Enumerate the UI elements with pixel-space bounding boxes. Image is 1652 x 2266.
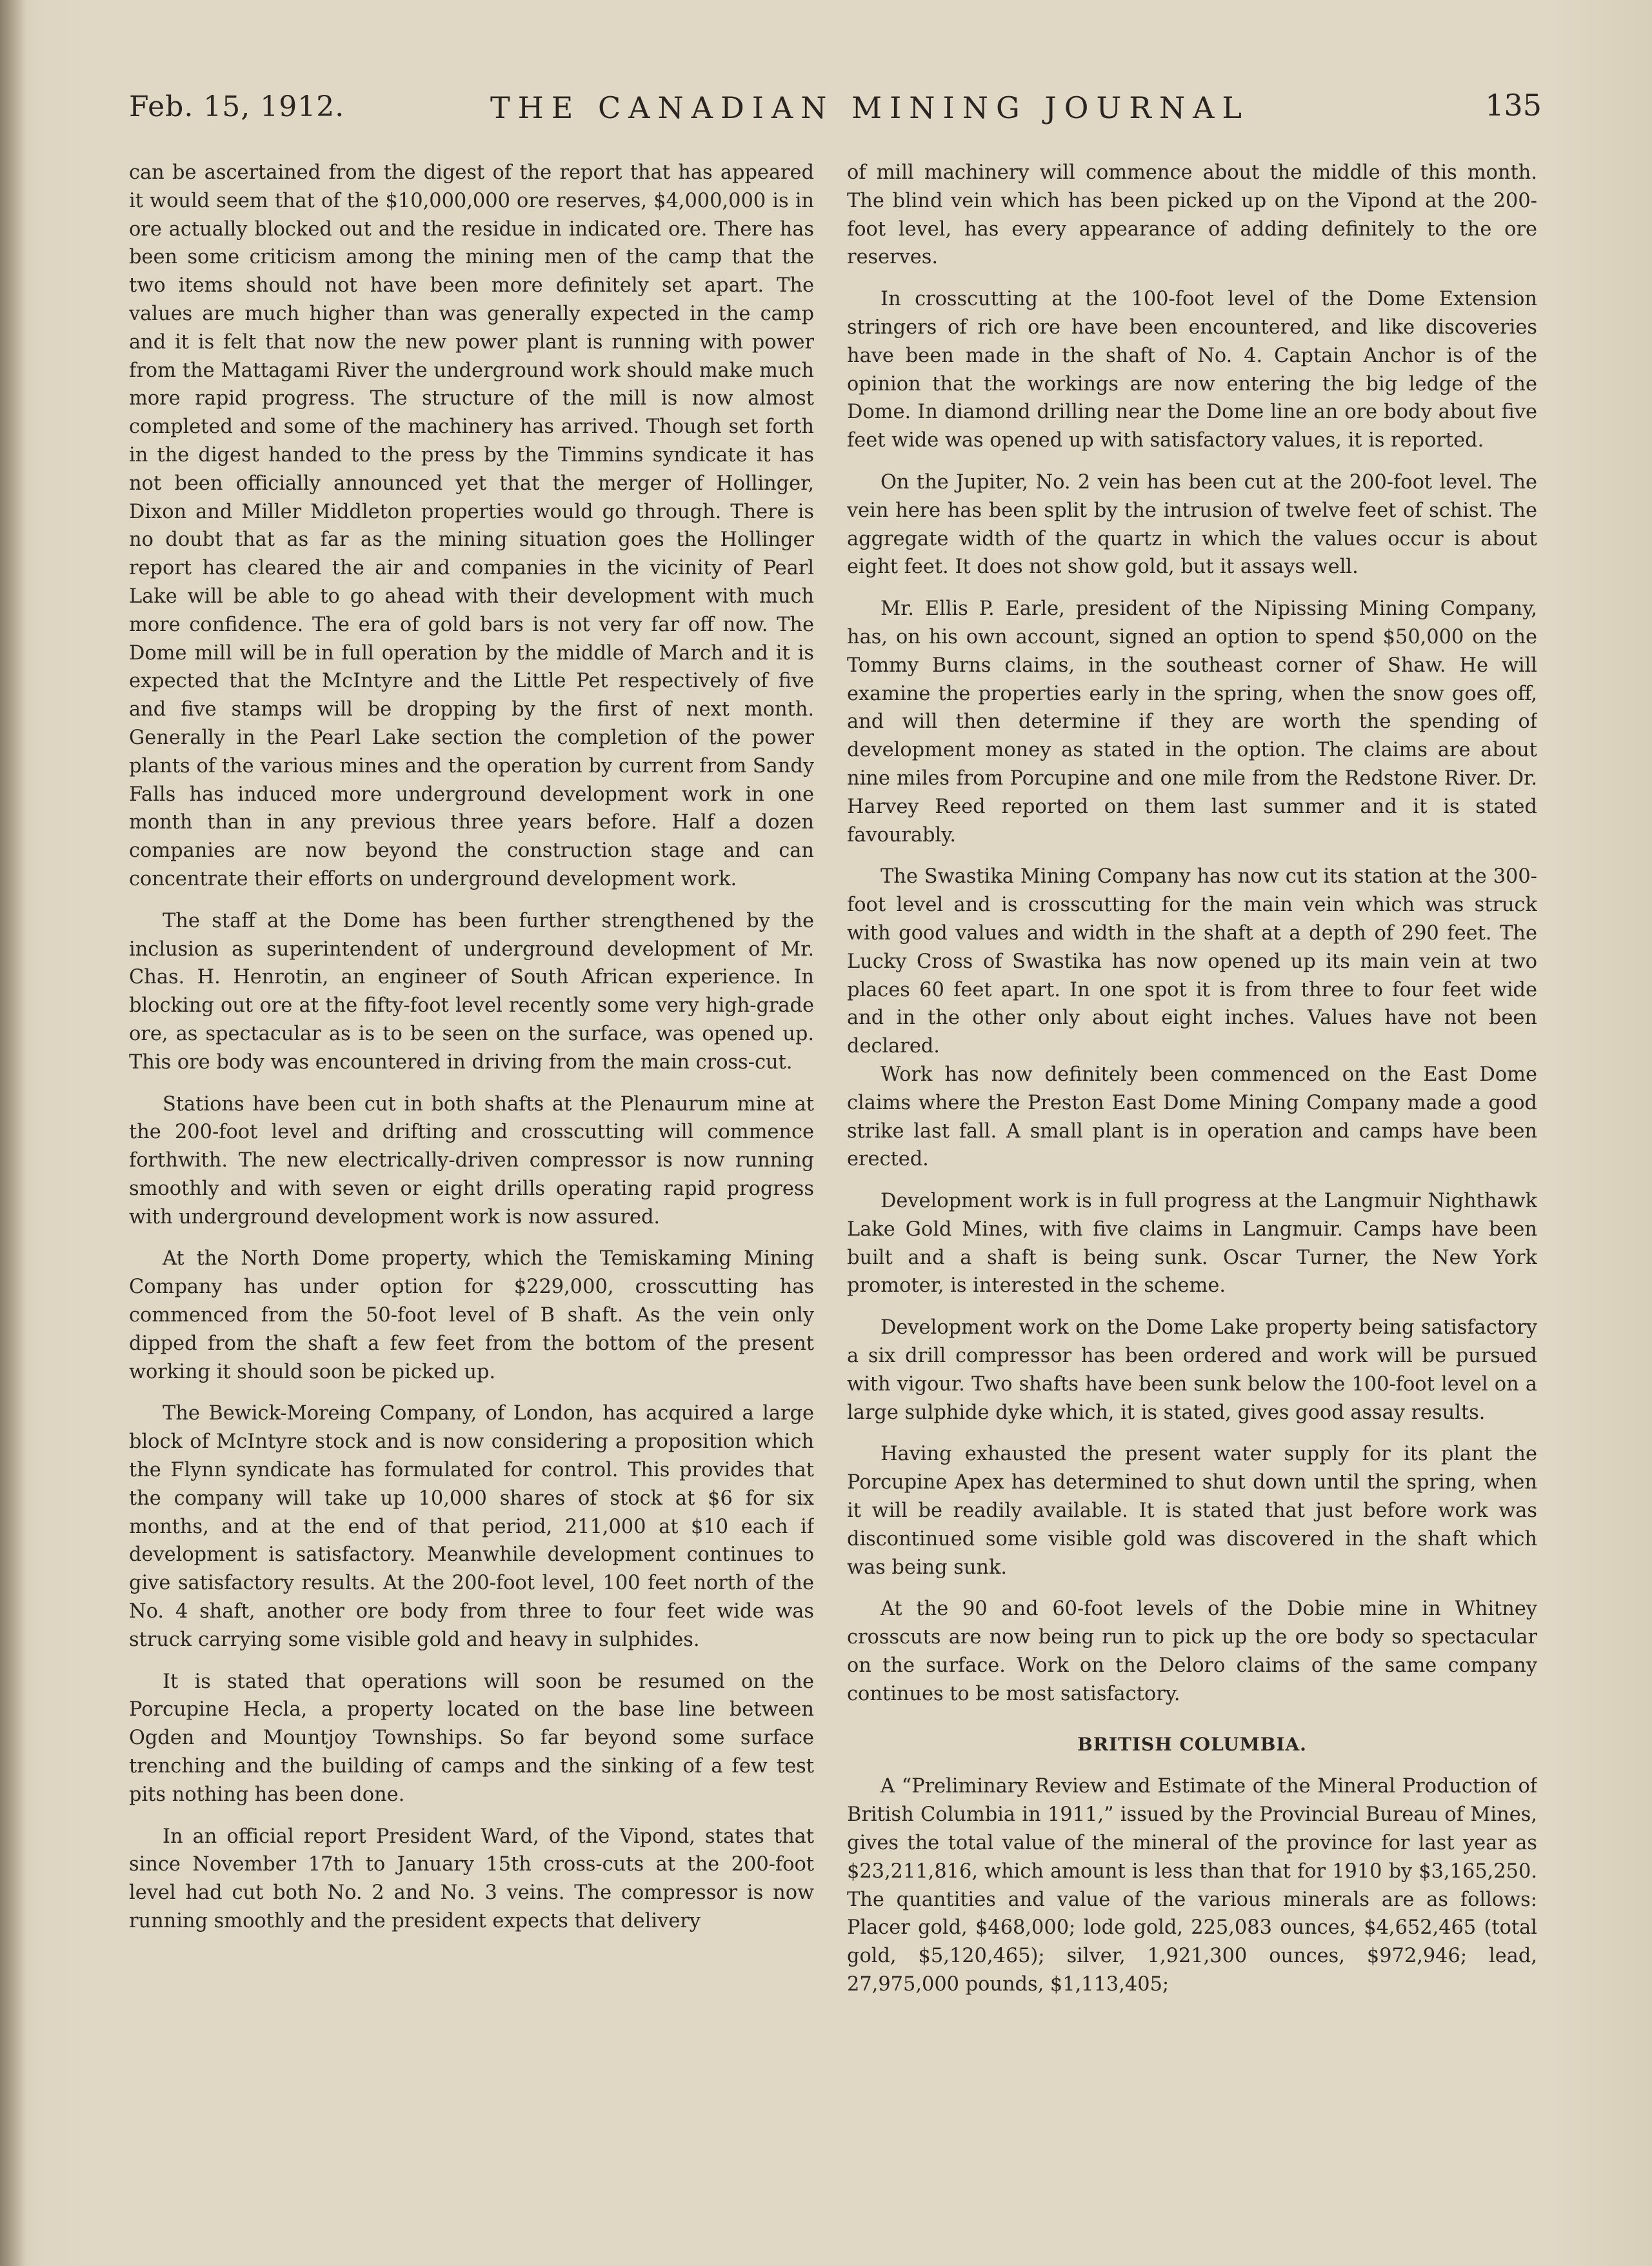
left-column bbox=[129, 159, 814, 2204]
page-spine-shadow bbox=[0, 0, 26, 2266]
right-column bbox=[847, 159, 1537, 2204]
paragraph: The Swastika Mining Company has now cut its station at the 300-foot level and is crosscutting for the main vein which was struck with good values and width in the shaft at a depth of 290 feet. The Lucky Cross of Swastika has now opened up its main vein at two places 60 feet apart. In one spot it is from three to four feet wide and in the other only about eight inches. Values have not been declared. bbox=[847, 865, 1537, 1058]
journal-title: THE CANADIAN MINING JOURNAL bbox=[490, 90, 1249, 125]
page-number: 135 bbox=[1485, 88, 1542, 123]
paragraph: Development work is in full progress at the Langmuir Nighthawk Lake Gold Mines, with five claims in Langmuir. Camps have been built and a shaft is being sunk. Oscar Turner, the New York promoter, is interested in the scheme. bbox=[847, 1190, 1537, 1298]
paragraph: At the 90 and 60-foot levels of the Dobie mine in Whitney crosscuts are now being run to pick up the ore body so spectacular on the surface. Work on the Deloro claims of the same company continues to be most satisfactory. bbox=[847, 1598, 1537, 1705]
paragraph: Stations have been cut in both shafts at the Plenaurum mine at the 200-foot level and drifting and crosscutting will commence forthwith. The new electrically-driven compressor is now running smoothly and with seven or eight drills operating rapid progress with underground development work is now assured. bbox=[129, 1092, 814, 1228]
paragraph: It is stated that operations will soon be resumed on the Porcupine Hecla, a property located on the base line between Ogden and Mountjoy Townships. So far beyond some surface trenching and the building of camps and the sinking of a few test pits nothing has been done. bbox=[129, 1670, 814, 1806]
paragraph: The staff at the Dome has been further strengthened by the inclusion as superintendent of underground development of Mr. Chas. H. Henrotin, an engineer of South African experience. In blocking out ore at the fifty-foot level recently some very high-grade ore, as spectacular as is to be seen on the surface, was opened up. This ore body was encountered in driving from the main cross-cut. bbox=[129, 909, 814, 1074]
paragraph: can be ascertained from the digest of the report that has appeared it would seem that of the $10,000,000 ore reserves, $4,000,000 is in ore actually blocked out and the residue in indicated ore. There has been some criticism among the mining men of the camp that the two items should not have been more definitely set apart. The values are much higher than was generally expected in the camp and it is felt that now the new power plant is running with power from the Mattagami River the underground work should make much more rapid progress. The structure of the mill is now almost completed and some of the machinery has arrived. Though set forth in the digest handed to the press by the Timmins syndicate it has not been officially announced yet that the merger of Hollinger, Dixon and Miller Middleton properties would go through. There is no doubt that as far as the mining situation goes the Hollinger report has cleared the air and companies in the vicinity of Pearl Lake will be able to go ahead with their development with much more confidence. The era of gold bars is not very far off now. The Dome mill will be in full operation by the middle of March and it is expected that the McIntyre and the Little Pet respectively of five and five stamps will be dropping by the first of next month. Generally in the Pearl Lake section the completion of the power plants of the various mines and the operation by current from Sandy Falls has induced more underground development work in one month than in any previous three years before. Half a dozen companies are now beyond the construction stage and can concentrate their efforts on underground development work. bbox=[129, 161, 814, 890]
paragraph: Mr. Ellis P. Earle, president of the Nipissing Mining Company, has, on his own account, signed an option to spend $50,000 on the Tommy Burns claims, in the southeast corner of Shaw. He will examine the properties early in the spring, when the snow goes off, and will then determine if they are worth the spending of development money as stated in the option. The claims are about nine miles from Porcupine and one mile from the Redstone River. Dr. Harvey Reed reported on them last summer and it is stated favourably. bbox=[847, 597, 1537, 847]
paragraph: A “Preliminary Review and Estimate of the Mineral Production of British Columbia in 1911,” issued by the Provincial Bureau of Mines, gives the total value of the mineral of the province for last year as $23,211,816, which amount is less than that for 1910 by $3,165,250. The quantities and value of the various minerals are as follows: Placer gold, $468,000; lode gold, 225,083 ounces, $4,652,465 (total gold, $5,120,465); silver, 1,921,300 ounces, $972,946; lead, 27,975,000 pounds, $1,113,405; bbox=[847, 1775, 1537, 1996]
paragraph: On the Jupiter, No. 2 vein has been cut at the 200-foot level. The vein here has been split by the intrusion of twelve feet of schist. The aggregate width of the quartz in which the values occur is about eight feet. It does not show gold, but it assays well. bbox=[847, 470, 1537, 579]
paragraph: At the North Dome property, which the Temiskaming Mining Company has under option for $229,000, crosscutting has commenced from the 50-foot level of B shaft. As the vein only dipped from the shaft a few feet from the bottom of the present working it should soon be picked up. bbox=[129, 1247, 814, 1383]
paragraph: Having exhausted the present water supply for its plant the Porcupine Apex has determined to shut down until the spring, when it will be readily available. It is stated that just before work was discontinued some visible gold was discovered in the shaft which was being sunk. bbox=[847, 1443, 1537, 1579]
paragraph: In an official report President Ward, of the Vipond, states that since November 17th to January 15th cross-cuts at the 200-foot level had cut both No. 2 and No. 3 veins. The compressor is now running smoothly and the president expects that delivery bbox=[129, 1825, 814, 1933]
paragraph: of mill machinery will commence about the middle of this month. The blind vein which has been picked up on the Vipond at the 200-foot level, has every appearance of adding definitely to the ore reserves. bbox=[847, 161, 1537, 269]
paragraph: Development work on the Dome Lake property being satisfactory a six drill compressor has been ordered and work will be pursued with vigour. Two shafts have been sunk below the 100-foot level on a large sulphide dyke which, it is stated, gives good assay results. bbox=[847, 1316, 1537, 1424]
paragraph: Work has now definitely been commenced on the East Dome claims where the Preston East Dome Mining Company made a good strike last fall. A small plant is in operation and camps have been erected. bbox=[847, 1063, 1537, 1171]
page-header bbox=[129, 90, 1542, 135]
paragraph: The Bewick-Moreing Company, of London, has acquired a large block of McIntyre stock and is now considering a proposition which the Flynn syndicate has formulated for control. This provides that the company will take up 10,000 shares of stock at $6 for six months, and at the end of that period, 211,000 at $10 each if development is satisfactory. Meanwhile development continues to give satisfactory results. At the 200-foot level, 100 feet north of the No. 4 shaft, another ore body from three to four feet wide was struck carrying some visible gold and heavy in sulphides. bbox=[129, 1402, 814, 1651]
section-heading: BRITISH COLUMBIA. bbox=[1077, 1733, 1307, 1755]
paragraph: In crosscutting at the 100-foot level of the Dome Extension stringers of rich ore have been encountered, and like discoveries have been made in the shaft of No. 4. Captain Anchor is of the opinion that the workings are now entering the big ledge of the Dome. In diamond drilling near the Dome line an ore body about five feet wide was opened up with satisfactory values, it is reported. bbox=[847, 288, 1537, 452]
issue-date: Feb. 15, 1912. bbox=[129, 90, 345, 123]
